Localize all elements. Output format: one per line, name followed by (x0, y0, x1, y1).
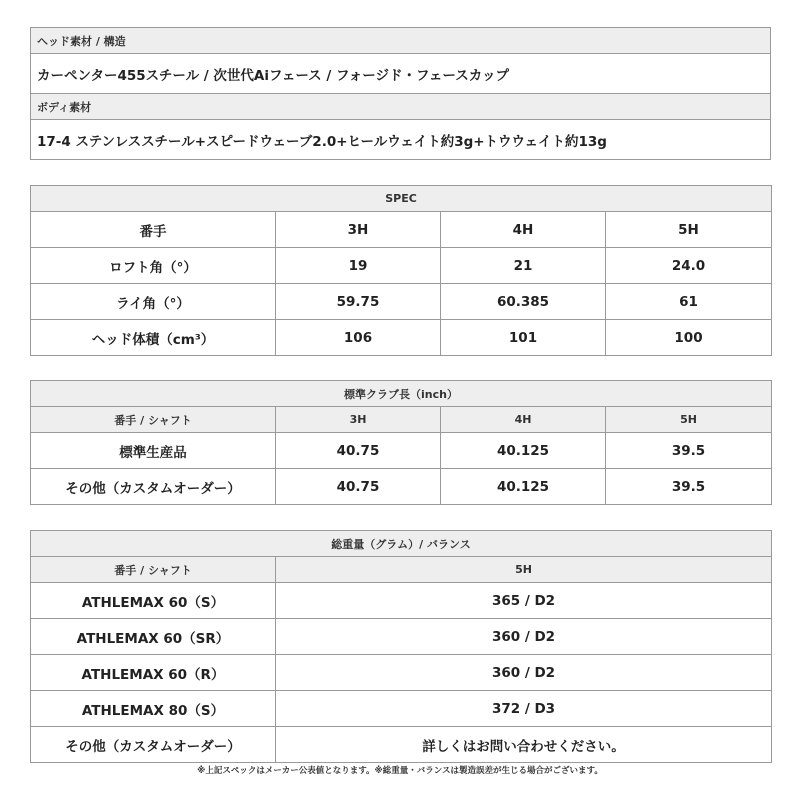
length-cell: 40.125 (441, 469, 606, 505)
material-table (30, 27, 771, 160)
spec-cell: 24.0 (606, 248, 772, 284)
weight-cell: 360 / D2 (276, 655, 772, 691)
length-cell: 39.5 (606, 433, 772, 469)
table-row (31, 248, 772, 284)
table-row (31, 433, 772, 469)
spec-cell: 21 (441, 248, 606, 284)
spec-cell: 19 (276, 248, 441, 284)
table-row (31, 655, 772, 691)
spec-header-cell: 5H (606, 212, 772, 248)
length-header-cell: 5H (606, 407, 772, 433)
spec-header-cell: 3H (276, 212, 441, 248)
spec-header-cell: 番手 (31, 212, 276, 248)
spec-cell: 61 (606, 284, 772, 320)
weight-row-label: ATHLEMAX 60（SR） (31, 619, 276, 655)
weight-row-label: その他（カスタムオーダー） (31, 727, 276, 763)
weight-cell: 365 / D2 (276, 583, 772, 619)
length-cell: 40.75 (276, 469, 441, 505)
length-cell: 40.125 (441, 433, 606, 469)
length-title: 標準クラブ長（inch） (31, 381, 772, 407)
table-row (31, 284, 772, 320)
table-row (31, 583, 772, 619)
length-header-cell: 3H (276, 407, 441, 433)
weight-cell: 詳しくはお問い合わせください。 (276, 727, 772, 763)
weight-row-label: ATHLEMAX 60（R） (31, 655, 276, 691)
length-cell: 40.75 (276, 433, 441, 469)
spec-cell: 106 (276, 320, 441, 356)
length-cell: 39.5 (606, 469, 772, 505)
head-material-value: カーペンター455スチール / 次世代Aiフェース / フォージド・フェースカップ (31, 54, 771, 94)
weight-cell: 360 / D2 (276, 619, 772, 655)
footnote: ※上記スペックはメーカー公表値となります。※総重量・バランスは製造誤差が生じる場合がございます。 (197, 766, 603, 776)
spec-row-label: ヘッド体積（cm³） (31, 320, 276, 356)
weight-row-label: ATHLEMAX 60（S） (31, 583, 276, 619)
weight-table (30, 530, 772, 763)
weight-cell: 372 / D3 (276, 691, 772, 727)
spec-header-cell: 4H (441, 212, 606, 248)
table-row (31, 727, 772, 763)
spec-cell: 59.75 (276, 284, 441, 320)
spec-cell: 101 (441, 320, 606, 356)
spec-cell: 60.385 (441, 284, 606, 320)
body-material-value: 17-4 ステンレススチール+スピードウェーブ2.0+ヒールウェイト約3g+トウウェイト約13g (31, 120, 771, 160)
weight-title: 総重量（グラム）/ バランス (31, 531, 772, 557)
weight-row-label: ATHLEMAX 80（S） (31, 691, 276, 727)
spec-cell: 100 (606, 320, 772, 356)
length-header-cell: 番手 / シャフト (31, 407, 276, 433)
weight-header-cell: 5H (276, 557, 772, 583)
body-material-label: ボディ素材 (31, 94, 771, 120)
length-header-cell: 4H (441, 407, 606, 433)
spec-title: SPEC (31, 186, 772, 212)
table-row (31, 469, 772, 505)
spec-row-label: ロフト角（°） (31, 248, 276, 284)
table-row (31, 320, 772, 356)
head-material-label: ヘッド素材 / 構造 (31, 28, 771, 54)
weight-header-cell: 番手 / シャフト (31, 557, 276, 583)
table-row (31, 691, 772, 727)
length-row-label: 標準生産品 (31, 433, 276, 469)
spec-table (30, 185, 772, 356)
table-row (31, 619, 772, 655)
length-table (30, 380, 772, 505)
length-row-label: その他（カスタムオーダー） (31, 469, 276, 505)
spec-row-label: ライ角（°） (31, 284, 276, 320)
